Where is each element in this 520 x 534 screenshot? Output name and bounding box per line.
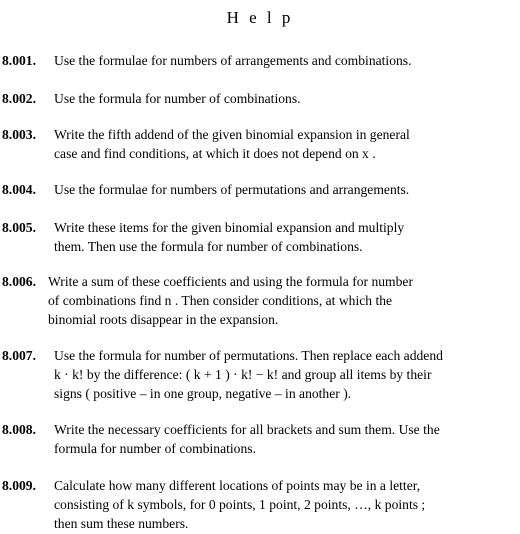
hint-item-8-007 [2, 346, 516, 403]
hint-line: of combinations find n . Then consider conditions, at which the [48, 293, 393, 308]
hint-line: Use the formula for number of combinations. [54, 91, 301, 106]
hint-line: consisting of k symbols, for 0 points, 1 point, 2 points, …, k points ; [54, 497, 426, 512]
hint-line: Write a sum of these coefficients and using the formula for number [48, 274, 413, 289]
hint-item-8-004 [2, 180, 516, 199]
hint-number: 8.009. [2, 478, 36, 493]
hint-line: Use the formulae for numbers of permutations and arrangements. [54, 182, 410, 197]
hint-item-8-002 [2, 89, 516, 108]
hint-number: 8.001. [2, 53, 36, 68]
hint-line: Calculate how many different locations of points may be in a letter, [54, 478, 421, 493]
hint-item-8-001 [2, 51, 516, 70]
hint-line: case and find conditions, at which it does not depend on x . [54, 146, 376, 161]
hint-item-8-003 [2, 125, 516, 163]
hint-item-8-005 [2, 218, 516, 256]
hint-number: 8.006. [2, 274, 36, 289]
hint-item-8-008 [2, 420, 516, 458]
hint-number: 8.007. [2, 348, 36, 363]
hint-line: them. Then use the formula for number of combinations. [54, 239, 363, 254]
hint-line: Use the formula for number of permutations. Then replace each addend [54, 348, 443, 363]
hint-number: 8.005. [2, 220, 36, 235]
hint-line: k · k! by the difference: ( k + 1 ) · k! − k! and group all items by their [54, 367, 432, 382]
hint-line: then sum these numbers. [54, 516, 189, 531]
hint-line: Write the necessary coefficients for all brackets and sum them. Use the [54, 422, 440, 437]
hint-line: Write these items for the given binomial expansion and multiply [54, 220, 405, 235]
hint-item-8-009 [2, 476, 516, 533]
hint-line: Write the fifth addend of the given binomial expansion in general [54, 127, 410, 142]
hint-number: 8.008. [2, 422, 36, 437]
hint-line: signs ( positive – in one group, negative – in another ). [54, 386, 352, 401]
hint-item-8-006 [2, 272, 516, 329]
page-title: H e l p [226, 8, 294, 27]
hint-line: Use the formulae for numbers of arrangements and combinations. [54, 53, 412, 68]
hint-number: 8.003. [2, 127, 36, 142]
hint-number: 8.002. [2, 91, 36, 106]
hint-number: 8.004. [2, 182, 36, 197]
hint-line: formula for number of combinations. [54, 441, 256, 456]
hint-line: binomial roots disappear in the expansion. [48, 312, 279, 327]
